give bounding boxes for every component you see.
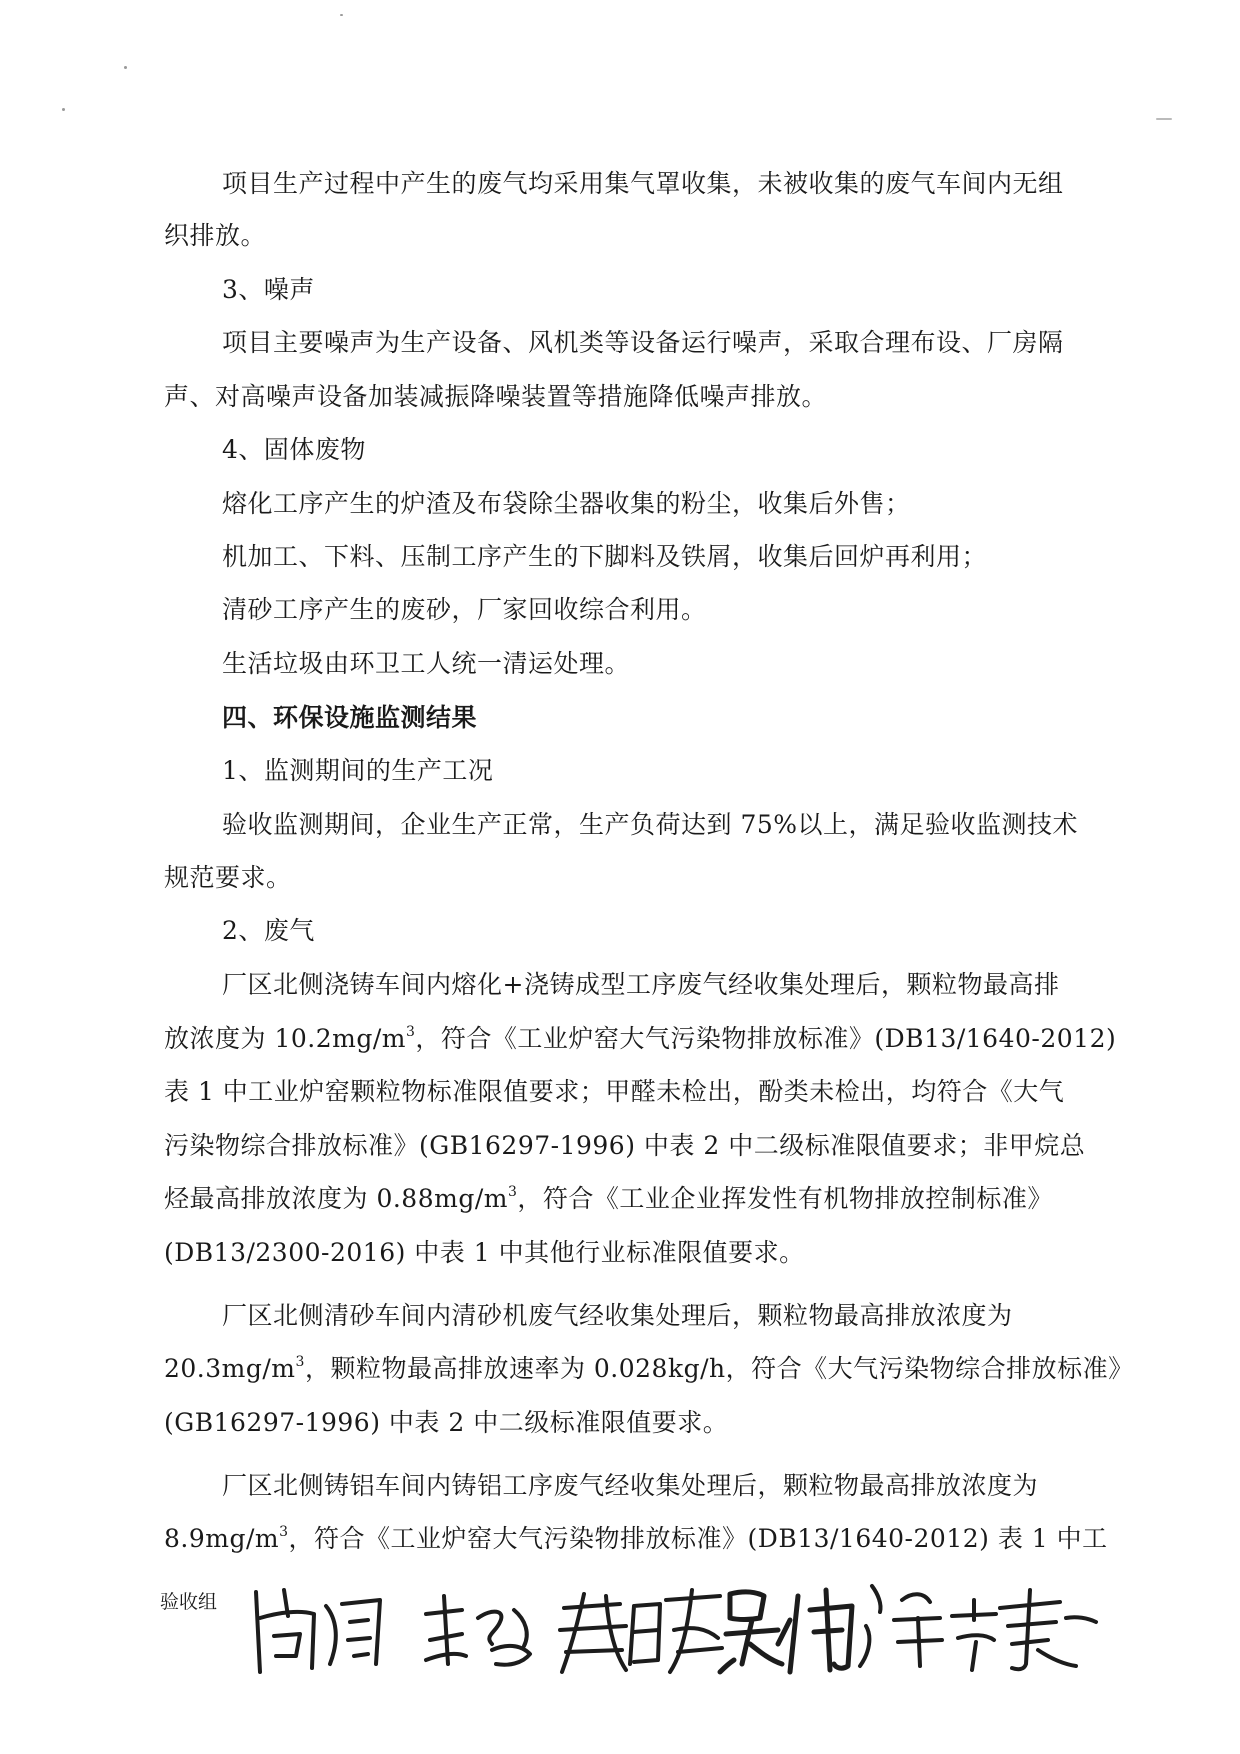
text-run: ，符合《工业炉窑大气污染物排放标准》(DB13/1640-2012) 表 1 中工 xyxy=(288,1524,1108,1553)
scan-speck xyxy=(1156,118,1172,120)
text-line: 清砂工序产生的废砂，厂家回收综合利用。 xyxy=(222,595,707,624)
text-line: 生活垃圾由环卫工人统一清运处理。 xyxy=(222,649,631,678)
text-line xyxy=(164,1519,1240,1559)
text-line: 织排放。 xyxy=(164,221,267,250)
text-line xyxy=(164,1019,1240,1059)
text-line: 厂区北侧清砂车间内清砂机废气经收集处理后，颗粒物最高排放浓度为 xyxy=(222,1301,1013,1330)
acceptance-group-label: 验收组 xyxy=(160,1591,218,1613)
text-line xyxy=(164,1179,1240,1219)
handwritten-signatures xyxy=(230,1560,1130,1690)
text-line: 厂区北侧浇铸车间内熔化+浇铸成型工序废气经收集处理后，颗粒物最高排 xyxy=(222,970,1060,999)
text-line: 验收监测期间，企业生产正常，生产负荷达到 75%以上，满足验收监测技术 xyxy=(222,810,1079,839)
section-heading: 2、废气 xyxy=(222,916,315,945)
text-run: ，颗粒物最高排放速率为 0.028kg/h，符合《大气污染物综合排放标准》 xyxy=(304,1354,1134,1383)
text-line: 厂区北侧铸铝车间内铸铝工序废气经收集处理后，颗粒物最高排放浓度为 xyxy=(222,1471,1039,1500)
signature xyxy=(720,1590,852,1672)
text-run: 8.9mg/m xyxy=(164,1524,280,1553)
superscript: 3 xyxy=(295,1353,305,1370)
text-line: 污染物综合排放标准》(GB16297-1996) 中表 2 中二级标准限值要求；非甲烷总 xyxy=(164,1131,1086,1160)
text-line: 项目生产过程中产生的废气均采用集气罩收集，未被收集的废气车间内无组 xyxy=(222,169,1064,198)
text-line: 项目主要噪声为生产设备、风机类等设备运行噪声，采取合理布设、厂房隔 xyxy=(222,328,1064,357)
text-line: 机加工、下料、压制工序产生的下脚料及铁屑，收集后回炉再利用； xyxy=(222,542,988,571)
text-run: 20.3mg/m xyxy=(164,1354,296,1383)
section-heading: 3、噪声 xyxy=(222,275,315,304)
scan-speck xyxy=(62,108,65,111)
signature xyxy=(256,1590,380,1672)
scan-speck xyxy=(124,66,127,69)
text-line: 声、对高噪声设备加装减振降噪装置等措施降低噪声排放。 xyxy=(164,382,828,411)
section-heading: 4、固体废物 xyxy=(222,435,366,464)
text-run: ，符合《工业企业挥发性有机物排放控制标准》 xyxy=(517,1184,1053,1213)
text-run: ，符合《工业炉窑大气污染物排放标准》(DB13/1640-2012) xyxy=(415,1024,1117,1053)
text-line: (GB16297-1996) 中表 2 中二级标准限值要求。 xyxy=(164,1408,729,1437)
section-heading: 四、环保设施监测结果 xyxy=(222,703,478,732)
superscript: 3 xyxy=(405,1023,416,1040)
signature xyxy=(560,1590,722,1672)
text-line: 熔化工序产生的炉渣及布袋除尘器收集的粉尘，收集后外售； xyxy=(222,489,911,518)
text-line xyxy=(164,1349,1240,1389)
superscript: 3 xyxy=(507,1183,518,1200)
superscript: 3 xyxy=(279,1523,289,1540)
section-heading: 1、监测期间的生产工况 xyxy=(222,756,494,785)
text-line: (DB13/2300-2016) 中表 1 中其他行业标准限值要求。 xyxy=(164,1238,805,1267)
text-line: 表 1 中工业炉窑颗粒物标准限值要求；甲醛未检出，酚类未检出，均符合《大气 xyxy=(164,1077,1065,1106)
scan-speck xyxy=(340,14,343,16)
signature xyxy=(860,1586,1096,1670)
text-run: 放浓度为 10.2mg/m xyxy=(164,1024,406,1053)
signature xyxy=(426,1596,530,1665)
text-line: 规范要求。 xyxy=(164,863,292,892)
text-run: 烃最高排放浓度为 0.88mg/m xyxy=(164,1184,508,1213)
